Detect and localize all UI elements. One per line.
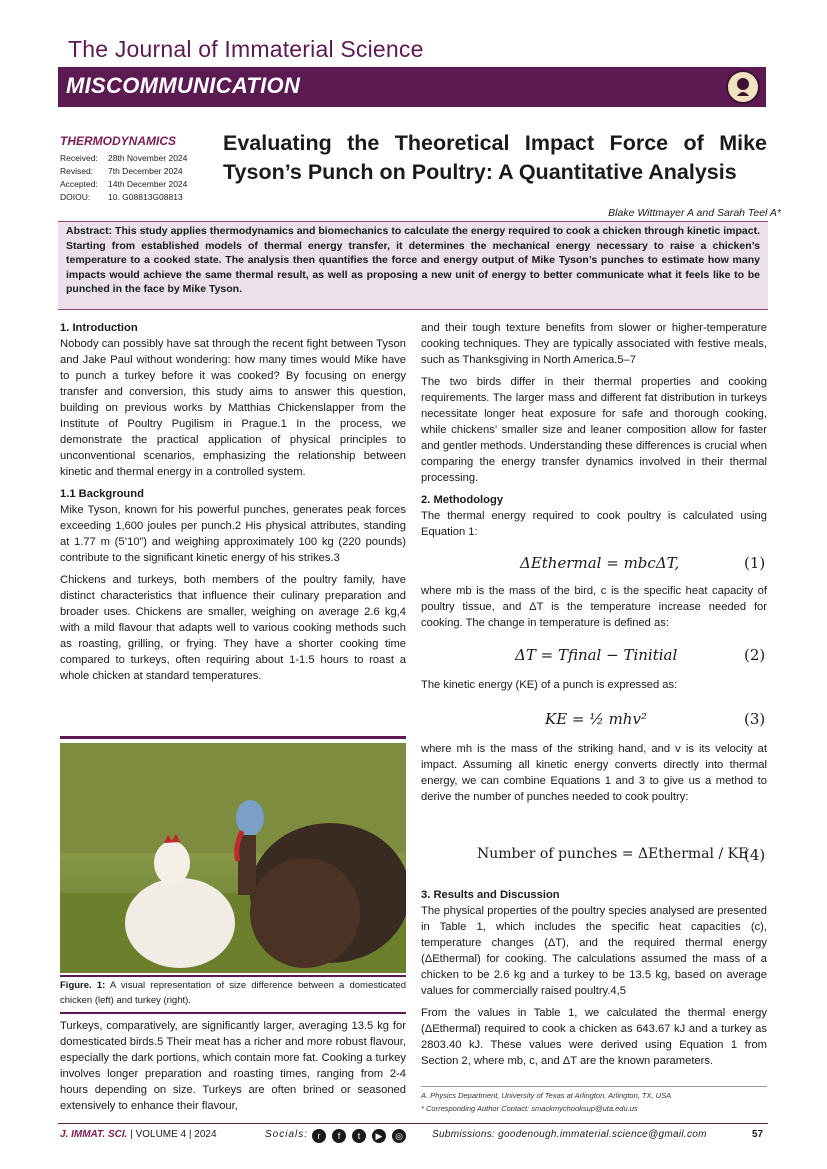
equation-4: Number of punches = ΔEthermal / KE — [477, 846, 749, 862]
footnote-rule — [421, 1086, 767, 1087]
where-3-paragraph: where mh is the mass of the striking hand, and v is its velocity at impact. Assuming all kinetic energy converts directly into thermal energy, we can combine Equations 1 and 3 to give us a method to derive the number of punches needed to cook poultry: — [421, 743, 767, 803]
methodology-paragraph: The thermal energy required to cook poultry is calculated using Equation 1: — [421, 510, 767, 538]
differences-paragraph: The two birds differ in their thermal properties and cooking requirements. The larger mass and different fat distribution in turkeys necessitate longer heat exposure for safe and thorough cooking, while chickens’ smaller size and leaner composition allow for faster and gentler methods. Understanding these differences is crucial when comparing the energy transfer dynamics involved in their thermal processing. — [421, 376, 767, 484]
meta-accepted: Accepted: 14th December 2024 — [60, 179, 188, 189]
results-paragraph-2: From the values in Table 1, we calculated the thermal energy (ΔEthermal) required to cook a chicken as 643.67 kJ and a turkey as 2803.40 kJ. These values were derived using Equation 1 from Section 2, where mb, c, and ΔT are the known parameters. — [421, 1007, 767, 1067]
youtube-icon[interactable]: ▶ — [372, 1129, 386, 1143]
background-paragraph-2: Chickens and turkeys, both members of the poultry family, have distinct characteristics that influence their culinary preparation and broader uses. Chickens are smaller, weighing on average 2.6 kg,4 with a mild flavour that adapts well to various cooking methods such as roasting, grilling, or frying. They have a shorter cooking time compared to turkeys, often requiring about 1-1.5 hours to roast a whole chicken at standard temperatures. — [60, 574, 406, 682]
meta-doi: DOIOU: 10. G08813G08813 — [60, 192, 183, 202]
facebook-icon[interactable]: f — [332, 1129, 346, 1143]
intro-heading: 1. Introduction — [60, 322, 138, 334]
figure-caption: Figure. 1: A visual representation of size difference between a domesticated chicken (left) and turkey (right). — [60, 980, 406, 1006]
twitter-icon[interactable]: t — [352, 1129, 366, 1143]
equation-3-number: (3) — [744, 710, 766, 728]
article-title: Evaluating the Theoretical Impact Force of Mike Tyson’s Punch on Poultry: A Quantitative Analysis — [223, 131, 767, 184]
results-paragraph-1: The physical properties of the poultry species analysed are presented in Table 1, which includes the specific heat capacities (c), temperature changes (ΔT), and the required thermal energy (ΔEthermal) for cooking. The calculations assumed the mass of a chicken to be 2.6 kg and a turkey to be 13.5 kg, based on average values for commercially raised poultry.4,5 — [421, 905, 767, 997]
caption-divider — [60, 1012, 406, 1014]
methodology-heading: 2. Methodology — [421, 494, 504, 506]
footer-journal: J. IMMAT. SCI. | VOLUME 4 | 2024 — [60, 1129, 217, 1140]
footer-socials-label: Socials: — [265, 1129, 309, 1140]
footnote-contact: * Corresponding Author Contact: smackmychooksup@uta.edu.us — [421, 1104, 638, 1113]
footer-social-icons — [312, 1127, 412, 1145]
continuation-paragraph: and their tough texture benefits from slower or higher-temperature cooking techniques. They are typically associated with festive meals, such as Thanksgiving in North America.5–7 — [421, 322, 767, 366]
meta-revised: Revised: 7th December 2024 — [60, 166, 183, 176]
footer-submissions[interactable]: Submissions: goodenough.immaterial.science@gmail.com — [432, 1129, 707, 1140]
meta-received: Received: 28th November 2024 — [60, 153, 188, 163]
equation-4-number: (4) — [744, 846, 766, 864]
page-number: 57 — [752, 1129, 764, 1140]
equation-2-number: (2) — [744, 646, 766, 664]
abstract: Abstract: This study applies thermodynamics and biomechanics to calculate the energy required to cook a chicken through kinetic impact. Starting from established models of thermal energy transfer, it determines the mechanical energy necessary to raise a chicken’s temperature to a cooked state. The analysis then quantifies the force and energy output of Mike Tyson’s punches to estimate how many impacts would achieve the same thermal result, as well as proposing a new unit of energy to better communicate what it feels like to be punched in the face by Mike Tyson. — [58, 221, 768, 310]
background-heading: 1.1 Background — [60, 488, 144, 500]
turkey-paragraph: Turkeys, comparatively, are significantly larger, averaging 13.5 kg for domesticated birds.5 Their meat has a richer and more robust flavour, especially the dark portions, which contain more fat. Cooking a turkey involves longer preparation and roasting times, ranging from 2-4 hours depending on size. Turkeys are often brined or seasoned extensively to enhance their flavour, — [60, 1020, 406, 1112]
left-column-top — [60, 320, 406, 690]
equation-3: KE = ½ mhv² — [545, 710, 647, 728]
journal-logo-icon — [726, 70, 760, 104]
reddit-icon[interactable]: r — [312, 1129, 326, 1143]
figure-divider-top — [60, 736, 406, 739]
background-paragraph-1: Mike Tyson, known for his powerful punches, generates peak forces exceeding 1,600 joules per punch.2 His physical attributes, standing at 1.77 m (5’10”) and weighing approximately 100 kg (220 pounds) contribute to the significant kinetic energy of his strikes.3 — [60, 504, 406, 564]
chicken-turkey-photo — [60, 743, 406, 973]
intro-paragraph: Nobody can possibly have sat through the recent fight between Tyson and Jake Paul without wondering: how many times would Mike have to punch a turkey before it was cooked? By focusing on energy transfer and conversion, this study aims to answer this question, building on previous works by Matthias Chickenslapper from the Institute of Poultry Pugilism in Prague.1 In the process, we demonstrate the practical application of physical principles to unconventional scenarios, emphasizing the relationship between kinetic and thermal energy in a controlled system. — [60, 338, 406, 478]
where-1-paragraph: where mb is the mass of the bird, c is the specific heat capacity of poultry tissue, and ΔT is the temperature increase needed for cooking. The change in temperature is defined as: — [421, 585, 767, 629]
footer-rule — [58, 1123, 768, 1124]
journal-title: The Journal of Immaterial Science — [68, 36, 424, 62]
right-column-top — [421, 320, 767, 540]
kinetic-energy-paragraph: The kinetic energy (KE) of a punch is expressed as: — [421, 679, 678, 691]
results-section — [421, 887, 767, 1075]
topic-label: THERMODYNAMICS — [60, 134, 176, 148]
footnote-affiliation: A. Physics Department, University of Texas at Arlington, Arlington, TX, USA — [421, 1091, 672, 1100]
section-title: MISCOMMUNICATION — [66, 73, 301, 98]
figure-divider-bottom — [60, 975, 406, 977]
results-heading: 3. Results and Discussion — [421, 889, 560, 901]
equation-1-number: (1) — [744, 554, 766, 572]
equation-1: ΔEthermal = mbcΔT, — [520, 554, 680, 572]
equation-2: ΔT = Tfinal − Tinitial — [515, 646, 678, 664]
instagram-icon[interactable]: ◎ — [392, 1129, 406, 1143]
authors: Blake Wittmayer A and Sarah Teel A* — [608, 207, 781, 219]
